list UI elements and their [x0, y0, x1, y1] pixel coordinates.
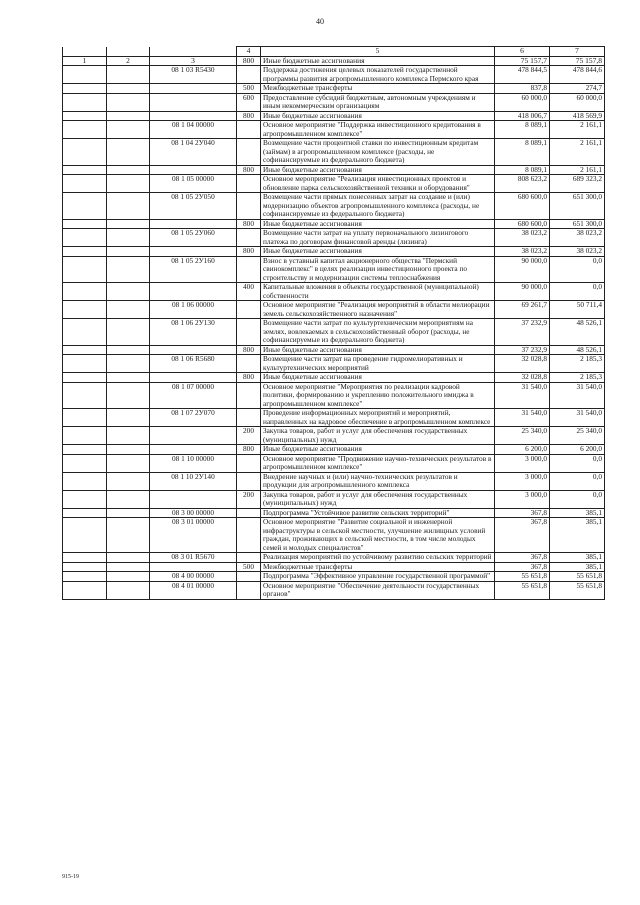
cell-amount-col-6: 37 232,9 — [495, 319, 550, 346]
cell-description: Основное мероприятие "Реализация инвестиционных проектов и обновление парка сельскохозяйственной техники и оборудования" — [261, 175, 495, 193]
cell-col-2 — [107, 66, 150, 84]
cell-vr-code: 600 — [237, 93, 261, 111]
cell-amount-col-6: 8 089,1 — [495, 139, 550, 166]
cell-col-2 — [107, 508, 150, 518]
cell-col-2 — [107, 382, 150, 409]
cell-csr-code: 08 1 03 R5430 — [150, 66, 237, 84]
cell-csr-code: 08 4 00 00000 — [150, 572, 237, 582]
cell-description: Основное мероприятие "Продвижение научно-технических результатов в агропромышленном комплексе" — [261, 454, 495, 472]
cell-col-1 — [63, 373, 107, 383]
cell-vr-code — [237, 553, 261, 563]
cell-amount-col-7: 0,0 — [550, 256, 605, 283]
cell-col-2 — [107, 562, 150, 572]
cell-col-1 — [63, 256, 107, 283]
cell-col-2 — [107, 175, 150, 193]
cell-description: Возмещение части прямых понесенных затрат на создание и (или) модернизацию объектов агропромышленного комплекса (расходы, не софинансируемые из федерального бюджета) — [261, 193, 495, 220]
cell-amount-col-7: 651 300,0 — [550, 193, 605, 220]
cell-csr-code — [150, 165, 237, 175]
cell-col-1 — [63, 572, 107, 582]
cell-description: Подпрограмма "Эффективное управление государственной программой" — [261, 572, 495, 582]
cell-amount-col-6: 32 028,8 — [495, 373, 550, 383]
table-row — [63, 472, 605, 490]
cell-vr-code: 800 — [237, 345, 261, 355]
cell-vr-code: 800 — [237, 445, 261, 455]
cell-col-2 — [107, 518, 150, 553]
footer-code: 915-19 — [62, 874, 79, 880]
cell-description: Иные бюджетные ассигнования — [261, 111, 495, 121]
cell-csr-code: 08 1 05 2У050 — [150, 193, 237, 220]
cell-description: Возмещение части затрат на проведение гидромелиоративных и культуртехнических мероприятий — [261, 355, 495, 373]
cell-col-2 — [107, 472, 150, 490]
cell-amount-col-6: 367,8 — [495, 553, 550, 563]
cell-amount-col-6: 8 089,1 — [495, 121, 550, 139]
cell-col-1 — [63, 581, 107, 599]
cell-col-2 — [107, 427, 150, 445]
cell-description: Проведение информационных мероприятий и мероприятий, направленных на кадровое обеспечение в агропромышленном комплексе — [261, 409, 495, 427]
table-row — [63, 355, 605, 373]
table-row — [63, 454, 605, 472]
cell-description: Закупка товаров, работ и услуг для обеспечения государственных (муниципальных) нужд — [261, 490, 495, 508]
cell-col-1 — [63, 247, 107, 257]
cell-amount-col-6: 367,8 — [495, 508, 550, 518]
cell-description: Закупка товаров, работ и услуг для обеспечения государственных (муниципальных) нужд — [261, 427, 495, 445]
cell-amount-col-7: 0,0 — [550, 472, 605, 490]
cell-amount-col-7: 60 000,0 — [550, 93, 605, 111]
cell-csr-code: 08 1 05 2У060 — [150, 229, 237, 247]
cell-description: Основное мероприятие "Мероприятия по реализации кадровой политики, формированию и укреплению положительного имиджа в агропромышленном комплексе" — [261, 382, 495, 409]
header-cell — [107, 47, 150, 57]
cell-col-1 — [63, 472, 107, 490]
cell-amount-col-6: 69 261,7 — [495, 301, 550, 319]
cell-col-1 — [63, 345, 107, 355]
header-cell: 7 — [550, 47, 605, 57]
cell-amount-col-6: 31 540,0 — [495, 382, 550, 409]
cell-csr-code: 08 1 06 00000 — [150, 301, 237, 319]
cell-csr-code — [150, 445, 237, 455]
table-row — [63, 427, 605, 445]
cell-amount-col-7: 0,0 — [550, 283, 605, 301]
cell-description: Возмещение части затрат по культуртехническим мероприятиям на землях, вовлекаемых в сельскохозяйственный оборот (расходы, не софинансируемые из федерального бюджета) — [261, 319, 495, 346]
cell-col-1 — [63, 409, 107, 427]
cell-col-2 — [107, 229, 150, 247]
cell-amount-col-7: 689 323,2 — [550, 175, 605, 193]
cell-vr-code: 800 — [237, 219, 261, 229]
cell-vr-code: 800 — [237, 373, 261, 383]
cell-description: Взнос в уставный капитал акционерного общества "Пермский свинокомплекс" в целях реализации инвестиционного проекта по строительству и модернизации системы теплоснабжения — [261, 256, 495, 283]
cell-vr-code — [237, 454, 261, 472]
table-row — [63, 562, 605, 572]
table-row — [63, 581, 605, 599]
cell-col-1 — [63, 518, 107, 553]
cell-col-2 — [107, 319, 150, 346]
cell-description: Межбюджетные трансферты — [261, 84, 495, 94]
cell-vr-code — [237, 256, 261, 283]
cell-csr-code — [150, 93, 237, 111]
table-row — [63, 66, 605, 84]
cell-csr-code: 08 1 10 2У140 — [150, 472, 237, 490]
cell-amount-col-7: 478 844,6 — [550, 66, 605, 84]
cell-amount-col-6: 25 340,0 — [495, 427, 550, 445]
cell-description: Основное мероприятие "Поддержка инвестиционного кредитования в агропромышленном комплексе" — [261, 121, 495, 139]
cell-col-2 — [107, 165, 150, 175]
header-row-top — [63, 47, 605, 57]
cell-amount-col-7: 25 340,0 — [550, 427, 605, 445]
header-cell: 3 — [150, 56, 237, 66]
header-cell: 4 — [237, 47, 261, 57]
cell-description: Реализация мероприятий по устойчивому развитию сельских территорий — [261, 553, 495, 563]
cell-amount-col-6: 38 023,2 — [495, 247, 550, 257]
cell-col-1 — [63, 175, 107, 193]
table-row — [63, 490, 605, 508]
cell-vr-code: 800 — [237, 165, 261, 175]
cell-amount-col-7: 55 651,8 — [550, 572, 605, 582]
cell-col-1 — [63, 301, 107, 319]
header-cell: 1 — [63, 56, 107, 66]
cell-amount-col-6: 60 000,0 — [495, 93, 550, 111]
cell-amount-col-7: 418 569,9 — [550, 111, 605, 121]
cell-amount-col-6: 90 000,0 — [495, 256, 550, 283]
cell-col-1 — [63, 111, 107, 121]
cell-vr-code — [237, 355, 261, 373]
cell-vr-code: 800 — [237, 111, 261, 121]
cell-amount-col-7: 385,1 — [550, 508, 605, 518]
cell-col-2 — [107, 572, 150, 582]
cell-description: Основное мероприятие "Обеспечение деятельности государственных органов" — [261, 581, 495, 599]
table-row — [63, 93, 605, 111]
table-row — [63, 382, 605, 409]
cell-col-1 — [63, 219, 107, 229]
cell-col-2 — [107, 490, 150, 508]
cell-csr-code: 08 1 05 00000 — [150, 175, 237, 193]
cell-amount-col-6: 8 089,1 — [495, 165, 550, 175]
cell-col-2 — [107, 345, 150, 355]
cell-col-1 — [63, 454, 107, 472]
cell-amount-col-7: 31 540,0 — [550, 409, 605, 427]
cell-col-1 — [63, 445, 107, 455]
table-row — [63, 301, 605, 319]
cell-amount-col-7: 2 185,3 — [550, 373, 605, 383]
table-row — [63, 445, 605, 455]
cell-amount-col-7: 2 161,1 — [550, 121, 605, 139]
cell-vr-code — [237, 193, 261, 220]
cell-col-2 — [107, 409, 150, 427]
cell-description: Межбюджетные трансферты — [261, 562, 495, 572]
table-row — [63, 409, 605, 427]
cell-amount-col-7: 385,1 — [550, 518, 605, 553]
cell-amount-col-6: 478 844,5 — [495, 66, 550, 84]
cell-amount-col-7: 2 161,1 — [550, 139, 605, 166]
cell-csr-code — [150, 427, 237, 445]
cell-col-2 — [107, 219, 150, 229]
cell-vr-code — [237, 229, 261, 247]
table-row — [63, 553, 605, 563]
cell-col-2 — [107, 445, 150, 455]
table-row — [63, 193, 605, 220]
cell-description: Внедрение научных и (или) научно-технических результатов и продукции для агропромышленного комплекса — [261, 472, 495, 490]
cell-amount-col-7: 50 711,4 — [550, 301, 605, 319]
cell-col-2 — [107, 454, 150, 472]
cell-col-1 — [63, 427, 107, 445]
cell-amount-col-6: 6 200,0 — [495, 445, 550, 455]
cell-col-1 — [63, 382, 107, 409]
cell-vr-code: 200 — [237, 427, 261, 445]
page-number: 40 — [316, 17, 324, 26]
cell-amount-col-7: 2 185,3 — [550, 355, 605, 373]
budget-table — [62, 46, 605, 600]
cell-amount-col-6: 680 600,0 — [495, 193, 550, 220]
cell-vr-code — [237, 472, 261, 490]
cell-col-2 — [107, 301, 150, 319]
cell-description: Поддержка достижения целевых показателей государственной программы развития агропромышленного комплекса Пермского края — [261, 66, 495, 84]
cell-csr-code: 08 1 10 00000 — [150, 454, 237, 472]
cell-description: Иные бюджетные ассигнования — [261, 247, 495, 257]
table-row — [63, 111, 605, 121]
cell-vr-code — [237, 572, 261, 582]
cell-vr-code — [237, 409, 261, 427]
cell-col-1 — [63, 508, 107, 518]
cell-col-1 — [63, 66, 107, 84]
header-cell: 5 — [261, 47, 495, 57]
cell-col-1 — [63, 562, 107, 572]
table-row — [63, 219, 605, 229]
cell-amount-col-7: 38 023,2 — [550, 229, 605, 247]
cell-col-2 — [107, 553, 150, 563]
cell-amount-col-6: 3 000,0 — [495, 472, 550, 490]
cell-amount-col-7: 385,1 — [550, 562, 605, 572]
cell-csr-code — [150, 247, 237, 257]
cell-csr-code: 08 1 06 2У130 — [150, 319, 237, 346]
cell-col-1 — [63, 193, 107, 220]
cell-col-1 — [63, 139, 107, 166]
cell-amount-col-6: 31 540,0 — [495, 409, 550, 427]
cell-csr-code: 08 4 01 00000 — [150, 581, 237, 599]
cell-col-2 — [107, 581, 150, 599]
table-row — [63, 373, 605, 383]
table-row — [63, 139, 605, 166]
cell-csr-code: 08 3 00 00000 — [150, 508, 237, 518]
cell-col-2 — [107, 355, 150, 373]
table-row — [63, 175, 605, 193]
cell-amount-col-7: 0,0 — [550, 490, 605, 508]
cell-amount-col-6: 3 000,0 — [495, 454, 550, 472]
cell-description: Возмещение части затрат на уплату первоначального лизингового платежа по договорам финансовой аренды (лизинга) — [261, 229, 495, 247]
table-row — [63, 319, 605, 346]
cell-description: Капитальные вложения в объекты государственной (муниципальной) собственности — [261, 283, 495, 301]
cell-amount-col-6: 37 232,9 — [495, 345, 550, 355]
cell-amount-col-7: 55 651,8 — [550, 581, 605, 599]
cell-csr-code — [150, 373, 237, 383]
cell-vr-code — [237, 301, 261, 319]
table-row — [63, 572, 605, 582]
cell-amount-col-7: 274,7 — [550, 84, 605, 94]
cell-col-1 — [63, 121, 107, 139]
cell-vr-code — [237, 518, 261, 553]
cell-description: Иные бюджетные ассигнования — [261, 345, 495, 355]
cell-vr-code — [237, 66, 261, 84]
cell-amount-col-6: 367,8 — [495, 562, 550, 572]
cell-amount-col-6: 90 000,0 — [495, 283, 550, 301]
cell-vr-code — [237, 139, 261, 166]
cell-csr-code — [150, 562, 237, 572]
cell-amount-col-6: 55 651,8 — [495, 581, 550, 599]
cell-vr-code — [237, 121, 261, 139]
table-row — [63, 165, 605, 175]
table-row — [63, 518, 605, 553]
cell-col-2 — [107, 247, 150, 257]
cell-amount-col-7: 2 161,1 — [550, 165, 605, 175]
cell-description: Предоставление субсидий бюджетным, автономным учреждениям и иным некоммерческим организациям — [261, 93, 495, 111]
table-row — [63, 345, 605, 355]
cell-amount-col-6: 55 651,8 — [495, 572, 550, 582]
table-row — [63, 247, 605, 257]
header-cell — [63, 47, 107, 57]
cell-col-1 — [63, 93, 107, 111]
cell-csr-code: 08 1 06 R5680 — [150, 355, 237, 373]
cell-col-2 — [107, 193, 150, 220]
cell-amount-col-6: 837,8 — [495, 84, 550, 94]
cell-col-1 — [63, 229, 107, 247]
cell-vr-code — [237, 581, 261, 599]
header-cell: Иные бюджетные ассигнования — [261, 56, 495, 66]
cell-csr-code: 08 1 05 2У160 — [150, 256, 237, 283]
cell-csr-code: 08 1 07 00000 — [150, 382, 237, 409]
cell-col-2 — [107, 121, 150, 139]
cell-csr-code: 08 1 07 2У070 — [150, 409, 237, 427]
cell-amount-col-7: 6 200,0 — [550, 445, 605, 455]
cell-amount-col-7: 651 300,0 — [550, 219, 605, 229]
cell-csr-code — [150, 345, 237, 355]
cell-col-1 — [63, 553, 107, 563]
cell-col-2 — [107, 373, 150, 383]
cell-col-1 — [63, 490, 107, 508]
cell-amount-col-7: 31 540,0 — [550, 382, 605, 409]
header-cell: 75 157,7 — [495, 56, 550, 66]
header-cell: 800 — [237, 56, 261, 66]
cell-col-1 — [63, 319, 107, 346]
cell-vr-code: 500 — [237, 562, 261, 572]
cell-amount-col-7: 0,0 — [550, 454, 605, 472]
cell-col-2 — [107, 139, 150, 166]
header-cell: 2 — [107, 56, 150, 66]
cell-csr-code: 08 3 01 00000 — [150, 518, 237, 553]
cell-description: Иные бюджетные ассигнования — [261, 219, 495, 229]
cell-description: Иные бюджетные ассигнования — [261, 445, 495, 455]
header-cell: 75 157,8 — [550, 56, 605, 66]
cell-amount-col-6: 32 028,8 — [495, 355, 550, 373]
table-row — [63, 283, 605, 301]
cell-description: Иные бюджетные ассигнования — [261, 165, 495, 175]
cell-csr-code — [150, 283, 237, 301]
header-cell — [150, 47, 237, 57]
cell-amount-col-6: 680 600,0 — [495, 219, 550, 229]
table-row — [63, 121, 605, 139]
cell-vr-code — [237, 382, 261, 409]
cell-vr-code: 200 — [237, 490, 261, 508]
header-cell: 6 — [495, 47, 550, 57]
cell-csr-code — [150, 84, 237, 94]
cell-col-2 — [107, 111, 150, 121]
cell-amount-col-7: 38 023,2 — [550, 247, 605, 257]
cell-csr-code — [150, 111, 237, 121]
cell-col-1 — [63, 355, 107, 373]
cell-col-2 — [107, 256, 150, 283]
table-row — [63, 84, 605, 94]
cell-vr-code: 400 — [237, 283, 261, 301]
cell-amount-col-7: 48 526,1 — [550, 319, 605, 346]
cell-amount-col-6: 808 623,2 — [495, 175, 550, 193]
cell-description: Возмещение части процентной ставки по инвестиционным кредитам (займам) в агропромышленном комплексе (расходы, не софинансируемые из федерального бюджета) — [261, 139, 495, 166]
cell-csr-code: 08 3 01 R5670 — [150, 553, 237, 563]
cell-csr-code — [150, 219, 237, 229]
cell-description: Основное мероприятие "Развитие социальной и инженерной инфраструктуры в сельской местности, улучшение жилищных условий граждан, проживающих в сельской местности, в том числе молодых семей и молодых специалистов" — [261, 518, 495, 553]
cell-amount-col-7: 48 526,1 — [550, 345, 605, 355]
cell-amount-col-6: 418 006,7 — [495, 111, 550, 121]
header-row-bottom — [63, 56, 605, 66]
cell-col-2 — [107, 84, 150, 94]
cell-amount-col-6: 367,8 — [495, 518, 550, 553]
cell-description: Иные бюджетные ассигнования — [261, 373, 495, 383]
cell-amount-col-6: 38 023,2 — [495, 229, 550, 247]
cell-amount-col-6: 3 000,0 — [495, 490, 550, 508]
cell-col-1 — [63, 165, 107, 175]
table-row — [63, 508, 605, 518]
cell-description: Подпрограмма "Устойчивое развитие сельских территорий" — [261, 508, 495, 518]
cell-vr-code: 800 — [237, 247, 261, 257]
table-row — [63, 256, 605, 283]
cell-csr-code: 08 1 04 2У040 — [150, 139, 237, 166]
cell-vr-code — [237, 319, 261, 346]
cell-amount-col-7: 385,1 — [550, 553, 605, 563]
table-row — [63, 229, 605, 247]
cell-description: Основное мероприятие "Реализация мероприятий в области мелиорации земель сельскохозяйственного назначения" — [261, 301, 495, 319]
cell-csr-code: 08 1 04 00000 — [150, 121, 237, 139]
cell-vr-code — [237, 175, 261, 193]
cell-col-2 — [107, 283, 150, 301]
cell-col-2 — [107, 93, 150, 111]
cell-vr-code — [237, 508, 261, 518]
cell-vr-code: 500 — [237, 84, 261, 94]
cell-col-1 — [63, 283, 107, 301]
cell-col-1 — [63, 84, 107, 94]
cell-csr-code — [150, 490, 237, 508]
